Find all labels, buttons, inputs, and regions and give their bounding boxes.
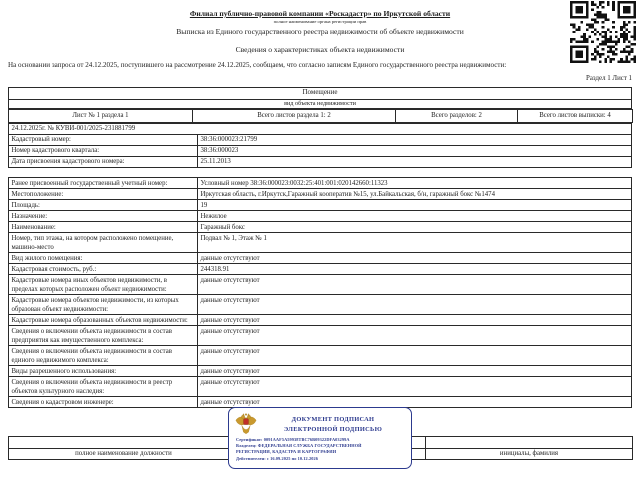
table-row — [9, 275, 632, 295]
table-row — [9, 315, 632, 326]
table-row — [9, 110, 633, 123]
row-value: Условный номер 38:36:000023:0032:25:401:001:020142660:11323 — [198, 178, 632, 189]
section-title: Сведения о характеристиках объекта недвижимости — [235, 44, 405, 54]
document-title: Выписка из Единого государственного реестра недвижимости об объекте недвижимости — [176, 27, 464, 36]
row-label: Кадастровые номера иных объектов недвижимости, в пределах которых расположен объект недвижимости: — [9, 275, 198, 295]
row-value: данные отсутствуют — [198, 253, 632, 264]
stamp-certificate: Сертификат: 0091AAF5A59938ТВС76В09322DFA03299А — [236, 436, 350, 442]
row-label: Площадь: — [9, 200, 198, 211]
table-row — [9, 377, 632, 397]
sheet-info-cell: Всего разделов: 2 — [396, 110, 518, 123]
object-type-table — [8, 87, 632, 110]
row-label: Номер, тип этажа, на котором расположено помещение, машино-место — [9, 233, 198, 253]
sheet-info-cell: Всего листов выписки: 4 — [518, 110, 633, 123]
table-row — [9, 366, 632, 377]
table-row — [9, 397, 632, 408]
row-value: 38:36:000023:21799 — [198, 134, 632, 145]
table-row — [9, 233, 632, 253]
registering-authority-name: Филиал публично-правовой компании «Роскадастр» по Иркутской области — [189, 9, 451, 18]
row-value: 38:36:000023 — [198, 145, 632, 156]
table-row — [9, 123, 632, 134]
row-value: данные отсутствуют — [198, 275, 632, 295]
table-row — [9, 222, 632, 233]
row-label: Сведения о включении объекта недвижимости в реестр объектов культурного наследия: — [9, 377, 198, 397]
table-row — [9, 346, 632, 366]
table-row — [9, 99, 632, 109]
row-label: Дата присвоения кадастрового номера: — [9, 156, 198, 167]
row-label: Сведения о включении объекта недвижимости в состав единого недвижимого комплекса: — [9, 346, 198, 366]
table-row — [9, 189, 632, 200]
row-value: 25.11.2013 — [198, 156, 632, 167]
row-value: данные отсутствуют — [198, 377, 632, 397]
row-value: Иркутская область, г.Иркутск,Гаражный кооператив №15, ул.Байкальская, б/н, гаражный бокс №1474 — [198, 189, 632, 200]
digital-signature-stamp — [228, 407, 412, 469]
row-value: данные отсутствуют — [198, 366, 632, 377]
sheets-info-table — [8, 109, 633, 123]
row-label: Кадастровые номера образованных объектов недвижимости: — [9, 315, 198, 326]
signature-space — [9, 437, 239, 449]
row-label: Назначение: — [9, 211, 198, 222]
coat-of-arms-icon — [235, 412, 257, 437]
table-row — [9, 145, 632, 156]
row-value: Гаражный бокс — [198, 222, 632, 233]
row-label: Сведения о кадастровом инженере: — [9, 397, 198, 408]
row-value: 244318.91 — [198, 264, 632, 275]
signature-space — [426, 437, 633, 449]
request-number: 24.12.2025г. № КУВИ-001/2025-231881799 — [9, 123, 632, 134]
row-value: данные отсутствуют — [198, 326, 632, 346]
name-caption: инициалы, фамилия — [426, 448, 633, 460]
row-value: данные отсутствуют — [198, 346, 632, 366]
object-type-caption: вид объекта недвижимости — [9, 99, 632, 109]
sheet-info-cell: Всего листов раздела 1: 2 — [193, 110, 396, 123]
table-row — [9, 178, 632, 189]
section-page-label: Раздел 1 Лист 1 — [586, 75, 632, 82]
cadastral-table — [8, 123, 632, 168]
table-row — [9, 200, 632, 211]
position-caption: полное наименование должности — [9, 448, 239, 460]
row-label: Кадастровая стоимость, руб.: — [9, 264, 198, 275]
row-label: Кадастровые номера объектов недвижимости, из которых образован объект недвижимости: — [9, 295, 198, 315]
row-value: данные отсутствуют — [198, 315, 632, 326]
row-label: Номер кадастрового квартала: — [9, 145, 198, 156]
stamp-title-line1: ДОКУМЕНТ ПОДПИСАН — [291, 416, 375, 423]
sheet-info-cell: Лист № 1 раздела 1 — [9, 110, 193, 123]
registering-authority-caption: полное наименование органа регистрации прав — [273, 19, 367, 24]
row-value: 19 — [198, 200, 632, 211]
row-label: Сведения о включении объекта недвижимости в состав предприятия как имущественного комплекса: — [9, 326, 198, 346]
row-value: данные отсутствуют — [198, 397, 632, 408]
row-value: Нежилое — [198, 211, 632, 222]
table-row — [9, 87, 632, 99]
row-label: Виды разрешенного использования: — [9, 366, 198, 377]
table-row — [9, 295, 632, 315]
stamp-owner-line1: Владелец: ФЕДЕРАЛЬНАЯ СЛУЖБА ГОСУДАРСТВЕННОЙ — [236, 442, 362, 448]
table-row — [9, 156, 632, 167]
row-label: Ранее присвоенный государственный учетный номер: — [9, 178, 198, 189]
row-label: Местоположение: — [9, 189, 198, 200]
row-value: данные отсутствуют — [198, 295, 632, 315]
table-row — [9, 326, 632, 346]
object-type-value: Помещение — [9, 87, 632, 99]
row-label: Вид жилого помещения: — [9, 253, 198, 264]
table-row — [9, 211, 632, 222]
details-table — [8, 177, 632, 408]
table-row — [9, 134, 632, 145]
stamp-owner-line2: РЕГИСТРАЦИИ, КАДАСТРА И КАРТОГРАФИИ — [236, 449, 337, 455]
row-label: Наименование: — [9, 222, 198, 233]
row-label: Кадастровый номер: — [9, 134, 198, 145]
table-row — [9, 264, 632, 275]
table-row — [9, 253, 632, 264]
request-basis-line: На основании запроса от 24.12.2025, поступившего на рассмотрение 24.12.2025, сообщаем, что согласно записям Единого государственного реестра недвижимости: — [8, 60, 507, 69]
stamp-title-line2: ЭЛЕКТРОННОЙ ПОДПИСЬЮ — [283, 425, 383, 433]
row-value: Подвал № 1, Этаж № 1 — [198, 233, 632, 253]
stamp-validity: Действителен: с 16.09.2025 по 10.12.2026 — [236, 455, 318, 461]
qr-code-icon — [570, 1, 636, 63]
